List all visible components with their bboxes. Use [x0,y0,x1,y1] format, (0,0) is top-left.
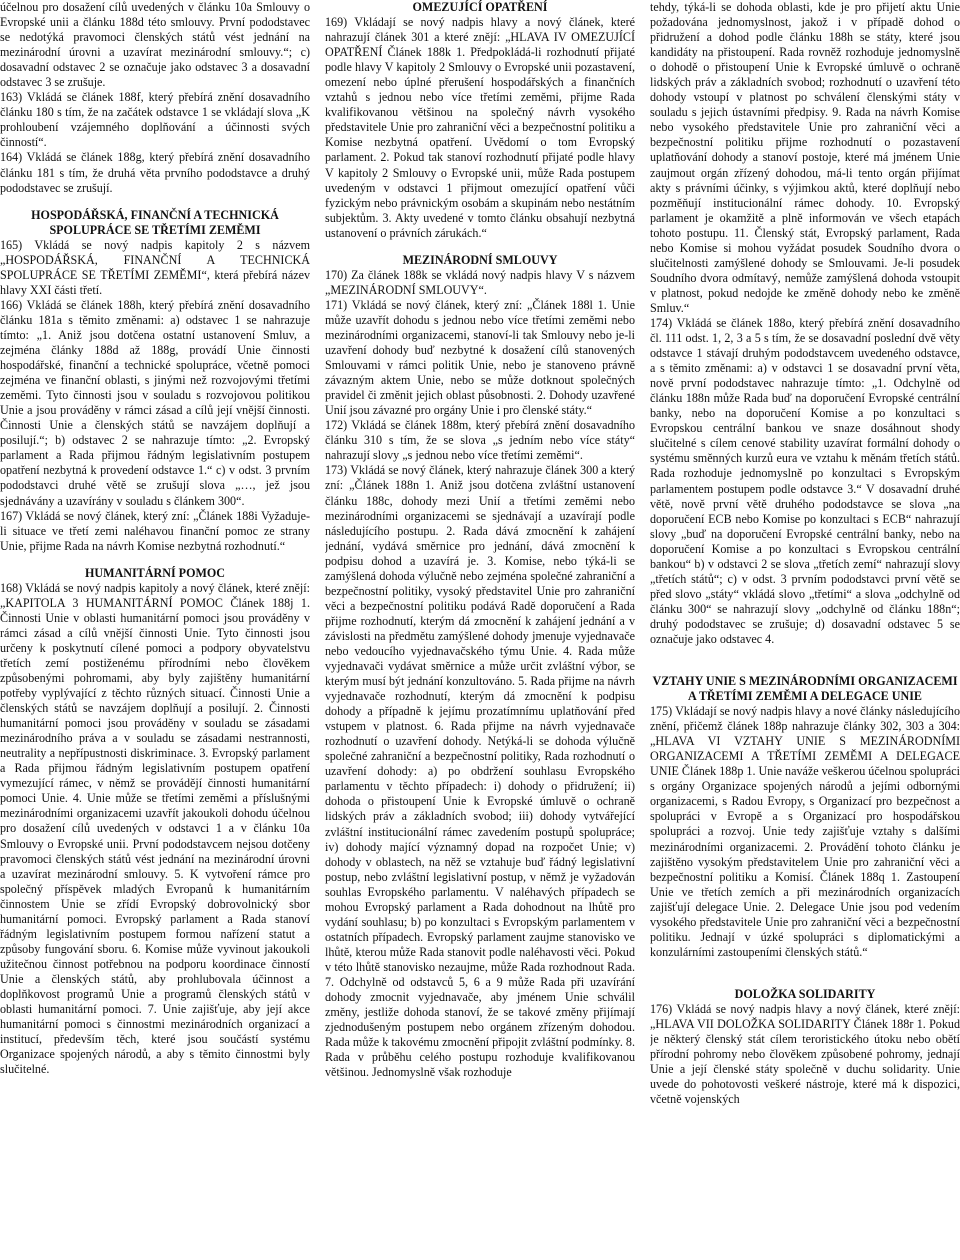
paragraph: 165) Vkládá se nový nadpis kapitoly 2 s názvem „HOSPODÁŘSKÁ, FINANČNÍ A TECHNICKÁ SPOLUPRÁCE SE TŘETÍMI ZEMĚMI“, která přebírá název hlavy XXI části třetí. [0,237,310,297]
paragraph: 175) Vkládají se nový nadpis hlavy a nové články následujícího znění, přičemž článek 188p nahrazuje články 302, 303 a 304: „HLAVA VI VZTAHY UNIE S MEZINÁRODNÍMI ORGANIZACEMI A TŘETÍMI ZEMĚMI A DELEGACE UNIE Článek 188p 1. Unie naváže veškerou účelnou spolupráci s orgány Organizace spojených národů a jejími odbornými organizacemi, s Radou Evropy, s Organizací pro bezpečnost a spolupráci v Evropě a s Organizací pro hospodářskou spolupráci a rozvoj. Unie tedy zajišťuje vztahy s dalšími mezinárodními organizacemi. 2. Provádění tohoto článku je zajištěno vysokým představitelem Unie pro zahraniční věci a bezpečnostní politiku a Komisí. Článek 188q 1. Zastoupení Unie ve třetích zemích a při mezinárodních organizacích zajišťují delegace Unie. 2. Delegace Unie jsou pod vedením vysokého představitele Unie pro zahraniční věci a bezpečnostní politiku. Jednají v úzké spolupráci s diplomatickými a konzulárními zastoupeními členských států.“ [650,704,960,959]
paragraph: 163) Vkládá se článek 188f, který přebírá znění dosavadního článku 180 s tím, že na začátek odstavce 1 se vkládají slova „K prohloubení vzájemného doplňování a účinnosti svých činností“. [0,90,310,150]
paragraph: 166) Vkládá se článek 188h, který přebírá znění dosavadního článku 181a s těmito změnami: a) odstavec 1 se nahrazuje tímto: „1. Aniž jsou dotčena ostatní ustanovení Smluv, a zejména články 188d až 188g, provádí Unie činnosti hospodářské, finanční a technické spolupráce, včetně pomoci zejména ve finanční oblasti, s jinými než rozvojovými třetími zeměmi. Tyto činnosti jsou v souladu s rozvojovou politikou Unie a jsou prováděny v rámci zásad a cílů její vnější činnosti. Činnosti Unie a členských států se navzájem doplňují a posilují.“; b) odstavec 2 se nahrazuje tímto: „2. Evropský parlament a Rada přijmou řádným legislativním postupem opatření nezbytná k provedení odstavce 1.“ c) v odst. 3 prvním pododstavci druhé větě se zrušují slova „…, jež jsou sjednávány a uzavírány v souladu s článkem 300“. [0,297,310,508]
paragraph: 170) Za článek 188k se vkládá nový nadpis hlavy V s názvem „MEZINÁRODNÍ SMLOUVY“. [325,267,635,297]
paragraph: 173) Vkládá se nový článek, který nahrazuje článek 300 a který zní: „Článek 188n 1. Aniž jsou dotčena zvláštní ustanovení článku 188c, dohody mezi Unií a třetími zeměmi nebo mezinárodními organizacemi se sjednávají a uzavírají podle následujícího postupu. 2. Rada dává zmocnění k zahájení jednání, vydává směrnice pro jednání, dává zmocnění k podpisu dohod a uzavírá je. 3. Komise, nebo týká-li se zamýšlená dohoda výlučně nebo zejména společné zahraniční a bezpečnostní politiky, vysoký představitel Unie pro zahraniční věci a bezpečnostní politiku podává Radě doporučení a Rada přijme rozhodnutí, kterým dá zmocnění k zahájení jednání a v závislosti na předmětu zamýšlené dohody jmenuje vyjednavače nebo vedoucího vyjednavačského týmu Unie. 4. Rada může vyjednavači vydávat směrnice a může určit zvláštní výbor, se kterým musí být jednání konzultováno. 5. Rada přijme na návrh vyjednavače rozhodnutí, kterým dá zmocnění k podpisu dohody a případně k jejímu prozatímnímu uplatňování před vstupem v platnost. 6. Rada přijme na návrh vyjednavače rozhodnutí o uzavření dohody. Netýká-li se dohoda výlučně společné zahraniční a bezpečnostní politiky, Rada rozhodnutí o uzavření dohody: a) po obdržení souhlasu Evropského parlamentu v těchto případech: i) dohody o přidružení; ii) dohoda o přistoupení Unie k Evropské úmluvě o ochraně lidských práv a základních svobod; iii) dohody vytvářející zvláštní institucionální rámec zavedením postupů spolupráce; iv) dohody mající významný dopad na rozpočet Unie; v) dohody v oblastech, na něž se vztahuje buď řádný legislativní postup, nebo zvláštní legislativní postup, v němž je vyžadován souhlas Evropského parlamentu. V naléhavých případech se mohou Evropský parlament a Rada dohodnout na lhůtě pro vydání souhlasu; b) po konzultaci s Evropským parlamentem v ostatních případech. Evropský parlament zaujme stanovisko ve lhůtě, kterou může Rada stanovit podle naléhavosti věci. Pokud v této lhůtě stanovisko nezaujme, může Rada rozhodnout Rada. 7. Odchylně od odstavců 5, 6 a 9 může Rada při uzavírání dohody zmocnit vyjednavače, aby jménem Unie schválil změny, jestliže dohoda stanoví, že se takové změny přijímají zjednodušeným postupem nebo orgánem zřízeným dohodou. Rada může k takovému zmocnění připojit zvláštní podmínky. 8. Rada v průběhu celého postupu rozhoduje kvalifikovanou většinou. Jednomyslně však rozhoduje [325,463,635,1080]
section-heading: OMEZUJÍCÍ OPATŘENÍ [412,0,548,14]
paragraph: 164) Vkládá se článek 188g, který přebírá znění dosavadního článku 181 s tím, že druhá věta prvního pododstavce a druhý pododstavec se zrušují. [0,150,310,195]
section-heading: HUMANITÁRNÍ POMOC [84,565,226,580]
column-left [0,0,310,1260]
paragraph: 169) Vkládají se nový nadpis hlavy a nový článek, které nahrazují článek 301 a které znějí: „HLAVA IV OMEZUJÍCÍ OPATŘENÍ Článek 188k 1. Předpokládá-li rozhodnutí přijaté podle hlavy V kapitoly 2 Smlouvy o Evropské unii pozastavení, omezení nebo úplné přerušení hospodářských a finančních vztahů s jednou nebo více třetími zeměmi, přijme Rada kvalifikovanou většinou na společný návrh vysokého představitele Unie pro zahraniční věci a bezpečnostní politiku a Komise nezbytná opatření. Uvědomí o tom Evropský parlament. 2. Pokud tak stanoví rozhodnutí přijaté podle hlavy V kapitoly 2 Smlouvy o Evropské unii, může Rada postupem uvedeným v odstavci 1 přijmout omezující opatření vůči fyzickým nebo právnickým osobám a skupinám nebo nestátním subjektům. 3. Akty uvedené v tomto článku obsahují nezbytná ustanovení o právních zárukách.“ [325,15,635,240]
paragraph: účelnou pro dosažení cílů uvedených v článku 10a Smlouvy o Evropské unii a článku 188d této smlouvy. První pododstavec se nedotýká pravomoci členských států vést jednání na mezinárodní úrovni a uzavírat mezinárodní smlouvy.“; c) dosavadní odstavec 2 se označuje jako odstavec 3 a dosavadní odstavec 3 se zrušuje. [0,0,310,90]
paragraph: 176) Vkládá se nový nadpis hlavy a nový článek, které znějí: „HLAVA VII DOLOŽKA SOLIDARITY Článek 188r 1. Pokud je některý členský stát cílem teroristického útoku nebo obětí přírodní pohromy nebo člověkem způsobené pohromy, jednají Unie a její členské státy společně v duchu solidarity. Unie uvede do pohotovosti veškeré nástroje, které má k dispozici, včetně vojenských [650,1001,960,1107]
paragraph: 174) Vkládá se článek 188o, který přebírá znění dosavadního čl. 111 odst. 1, 2, 3 a 5 s tím, že se dosavadní poslední dvě věty odstavce 1 stávají druhým pododstavcem uvedeného odstavce, a s těmito změnami: a) v odstavci 1 se dosavadní první věta, nově první pododstavec nahrazuje tímto: „1. Odchylně od článku 188n může Rada buď na doporučení Evropské centrální banky, nebo na doporučení Komise a po konzultaci s Evropskou centrální bankou ve snaze dosáhnout shody slučitelné s cílem cenové stability uzavírat formální dohody o systému směnných kurzů eura ve vztahu k měnám třetích států. Rada rozhoduje jednomyslně po konzultaci s Evropským parlamentem postupem podle odstavce 3.“ V dosavadní druhé větě, nově první větě druhého pododstavce se slova „na doporučení ECB nebo Komise po konzultaci s ECB“ nahrazují slovy „buď na doporučení Evropské centrální banky, nebo na doporučení Komise a po konzultaci s Evropskou centrální bankou“ b) v odstavci 2 se slova „třetích zemí“ nahrazují slovy „třetích států“; c) v odst. 3 prvním pododstavci první větě se před slovo „státy“ vkládá slovo „třetími“ a slova „odchylně od článku 300“ se nahrazují slovy „odchylně od článku 188n“; druhý pododstavec se zrušuje; d) dosavadní odstavec 5 se označuje jako odstavec 4. [650,315,960,646]
column-right [650,0,960,1260]
paragraph: 172) Vkládá se článek 188m, který přebírá znění dosavadního článku 310 s tím, že se slova „s jedním nebo více státy“ nahrazují slovy „s jednou nebo více třetími zeměmi“. [325,418,635,463]
paragraph: tehdy, týká-li se dohoda oblasti, kde je pro přijetí aktu Unie požadována jednomyslnost, jakož i v případě dohod o přidružení a dohod podle článku 188h se státy, které jsou kandidáty na přistoupení. Rada rovněž rozhoduje jednomyslně o dohodě o přistoupení Unie k Evropské úmluvě o ochraně lidských práv a základních svobod; rozhodnutí o uzavření této dohody vstoupí v platnost po schválení členskými státy v souladu s jejich ústavními předpisy. 9. Rada na návrh Komise nebo vysokého představitele Unie pro zahraniční věci a bezpečnostní politiku přijme rozhodnutí o pozastavení uplatňování dohody a stanoví postoje, které má jménem Unie zaujmout orgán zřízený dohodou, má-li tento orgán přijímat akty s právními účinky, s výjimkou aktů, které doplňují nebo pozměňují institucionální rámec dohody. 10. Evropský parlament je okamžitě a plně informován ve všech etapách tohoto postupu. 11. Členský stát, Evropský parlament, Rada nebo Komise si mohou vyžádat posudek Soudního dvora o slučitelnosti zamýšlené dohody se Smlouvami. Je-li posudek Soudního dvora odmítavý, nemůže zamýšlená dohoda vstoupit v platnost, pokud nedojde ke změně dohody nebo ke změně Smluv.“ [650,0,960,315]
paragraph: 171) Vkládá se nový článek, který zní: „Článek 188l 1. Unie může uzavřít dohodu s jednou nebo více třetími zeměmi nebo mezinárodními organizacemi, stanoví-li tak Smlouvy nebo je-li uzavření dohody buď nezbytné k dosažení cílů stanovených Smlouvami v rámci politik Unie, nebo je stanoveno právně závazným aktem Unie, nebo se může dotknout společných pravidel či změnit jejich oblast působnosti. 2. Dohody uzavřené Unií jsou závazné pro orgány Unie i pro členské státy.“ [325,297,635,418]
section-heading: DOLOŽKA SOLIDARITY [734,986,876,1001]
section-heading: VZTAHY UNIE S MEZINÁRODNÍMI ORGANIZACEMI A TŘETÍMI ZEMĚMI A DELEGACE UNIE [652,674,958,704]
section-heading: MEZINÁRODNÍ SMLOUVY [402,252,558,267]
paragraph: 168) Vkládá se nový nadpis kapitoly a nový článek, které znějí: „KAPITOLA 3 HUMANITÁRNÍ POMOC Článek 188j 1. Činnosti Unie v oblasti humanitární pomoci jsou prováděny v rámci zásad a cílů vnější činnosti Unie. Tyto činnosti jsou určeny k poskytnutí cílené pomoci a podpory obyvatelstvu třetích zemí postiženému přírodními nebo člověkem způsobenými pohromami, aby byly zajištěny humanitární potřeby vyplývající z těchto různých situací. Činnosti Unie a členských států se navzájem doplňují a posilují. 2. Činnosti humanitární pomoci jsou prováděny v souladu se zásadami mezinárodního práva a v souladu se zásadami nestrannosti, neutrality a nepřípustnosti diskriminace. 3. Evropský parlament a Rada přijmou řádným legislativním postupem opatření vymezující rámec, v němž se provádějí činnosti humanitární pomoci Unie. 4. Unie může se třetími zeměmi a příslušnými mezinárodními organizacemi uzavřít jakoukoli dohodu účelnou pro dosažení cílů uvedených v odstavci 1 a v článku 10a Smlouvy o Evropské unii. První pododstavcem nejsou dotčeny pravomoci členských států vést jednání na mezinárodní úrovni a uzavírat mezinárodní smlouvy. 5. K vytvoření rámce pro společný příspěvek mladých Evropanů k humanitárním činnostem Unie se zřídí Evropský dobrovolnický sbor humanitární pomoci. Evropský parlament a Rada stanoví řádným legislativním postupem formou nařízení statut a způsoby fungování sboru. 6. Komise může vyvinout jakoukoli užitečnou činnost potřebnou na podporu koordinace činností Unie a členských států, aby prohlubovala účinnost a doplňkovost programů Unie a programů členských států v oblasti humanitární pomoci. 7. Unie zajišťuje, aby její akce humanitární pomoci s činnostmi mezinárodních organizací a institucí, především těch, které jsou součástí systému Organizace spojených národů, a aby s těmito činnostmi byly slučitelné. [0,580,310,1077]
column-middle [325,0,635,1260]
spacer [650,647,960,662]
spacer [650,960,960,975]
section-heading: HOSPODÁŘSKÁ, FINANČNÍ A TECHNICKÁ SPOLUPRÁCE SE TŘETÍMI ZEMĚMI [31,207,279,237]
paragraph: 167) Vkládá se nový článek, který zní: „Článek 188i Vyžaduje-li situace ve třetí zemi naléhavou finanční pomoc ze strany Unie, přijme Rada na návrh Komise nezbytná rozhodnutí.“ [0,508,310,553]
